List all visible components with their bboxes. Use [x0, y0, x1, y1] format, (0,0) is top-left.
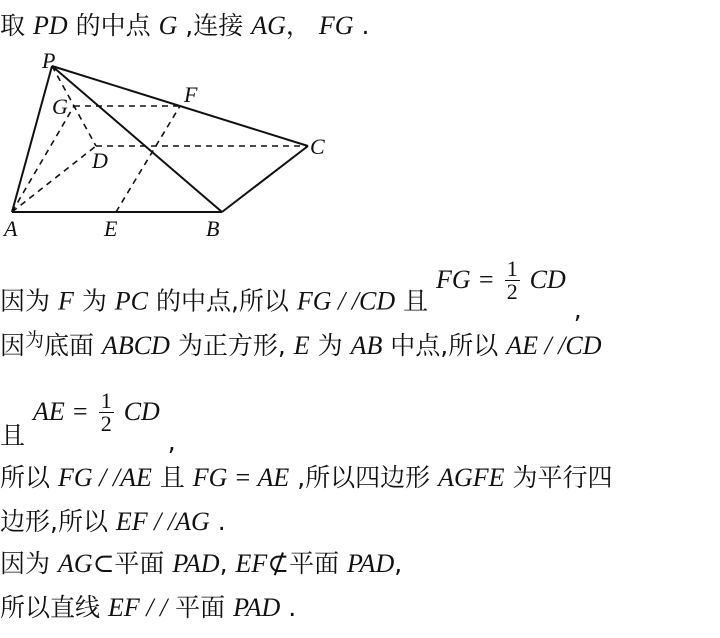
- s6-ag-sub: AG⊂: [57, 549, 115, 578]
- intro-midpoint: 的中点: [75, 11, 151, 40]
- s1-f: F: [57, 286, 74, 316]
- s7-plane: 平面: [175, 593, 226, 622]
- s2-because: 因: [0, 331, 26, 360]
- s6-plane2: 平面: [289, 549, 340, 578]
- s1-fg-half-cd: [436, 256, 574, 304]
- s2-ae-par-cd: AE / /CD: [506, 331, 602, 360]
- s1-cd: CD: [529, 264, 566, 294]
- s6-comma: ,: [219, 549, 228, 578]
- step4-line: [0, 462, 613, 494]
- s2-ab: AB: [350, 331, 383, 360]
- intro-dot: .: [361, 11, 370, 40]
- s5-ef-par-ag: EF / /AG: [115, 507, 210, 536]
- intro-line: [0, 10, 369, 42]
- s2-is: 为: [317, 331, 343, 360]
- step6-line: [0, 548, 402, 580]
- s4-agfe: AGFE: [438, 463, 505, 492]
- s2-is-small: 为: [25, 329, 45, 351]
- label-p: P: [42, 52, 56, 73]
- s1-and: 且: [403, 286, 429, 316]
- s1-half-frac: [505, 258, 520, 303]
- s1-because: 因为: [0, 286, 51, 316]
- s7-so-line: 所以直线: [0, 593, 101, 622]
- label-a: A: [4, 216, 18, 241]
- s3-half-frac: [99, 390, 114, 435]
- s3-half-num: 1: [100, 388, 112, 413]
- s7-pad: PAD: [233, 593, 281, 622]
- label-e: E: [104, 216, 118, 241]
- s4-so-quad: ,所以四边形: [297, 463, 431, 492]
- s5-dot: .: [217, 507, 226, 536]
- s3-ae-eq: AE =: [32, 396, 89, 426]
- s4-fg-eq-ae: FG = AE: [192, 463, 290, 492]
- s2-is-square: 为正方形,: [177, 331, 286, 360]
- s2-abcd: ABCD: [102, 331, 170, 360]
- intro-pd: PD: [32, 11, 68, 40]
- s4-so: 所以: [0, 463, 51, 492]
- s1-half-den: 2: [506, 279, 518, 304]
- s6-pad2: PAD: [347, 549, 395, 578]
- s1-fg-eq: FG =: [436, 264, 495, 294]
- step7-line: [0, 592, 296, 624]
- s6-because: 因为: [0, 549, 51, 578]
- label-d: D: [92, 148, 108, 173]
- s1-is: 为: [81, 286, 107, 316]
- s4-fg-par-ae: FG / /AE: [57, 463, 152, 492]
- label-f: F: [184, 82, 198, 107]
- intro-comma: ，: [285, 11, 311, 40]
- label-b: B: [206, 216, 220, 241]
- s3-half-den: 2: [100, 411, 112, 436]
- step2-line: [0, 330, 602, 364]
- s6-ef-notsub: EF⊄: [235, 549, 290, 578]
- s3-and: 且: [0, 420, 26, 450]
- step1-line: [0, 256, 582, 325]
- step3-line: [0, 388, 176, 456]
- s1-midpoint-so: 的中点,所以: [155, 286, 289, 316]
- step5-line: [0, 506, 226, 538]
- s3-comma: ,: [167, 426, 176, 456]
- s1-half-num: 1: [506, 256, 518, 281]
- s4-is-parallel: 为平行四: [512, 463, 613, 492]
- s4-and: 且: [159, 463, 185, 492]
- s2-base: 底面: [44, 331, 95, 360]
- intro-connect: ,连接: [185, 11, 244, 40]
- s1-pc: PC: [114, 286, 149, 316]
- intro-g: G: [158, 11, 178, 40]
- s2-e: E: [293, 331, 310, 360]
- intro-take: 取: [0, 11, 26, 40]
- label-g: G: [52, 94, 68, 119]
- s7-dot: .: [288, 593, 297, 622]
- intro-fg: FG: [318, 11, 354, 40]
- s3-ae-half-cd: [32, 388, 168, 436]
- s3-cd: CD: [123, 396, 160, 426]
- label-c: C: [310, 134, 325, 159]
- s1-fg-par-cd: FG / /CD: [296, 286, 396, 316]
- s6-comma2: ,: [394, 549, 403, 578]
- s6-pad: PAD: [172, 549, 220, 578]
- pyramid-figure: [0, 52, 340, 242]
- s2-midpoint-so: 中点,所以: [390, 331, 499, 360]
- s1-comma: ,: [573, 294, 582, 324]
- s5-quad-so: 边形,所以: [0, 507, 108, 536]
- s7-ef-par: EF / /: [107, 593, 168, 622]
- intro-ag: AG: [251, 11, 286, 40]
- s6-plane: 平面: [114, 549, 165, 578]
